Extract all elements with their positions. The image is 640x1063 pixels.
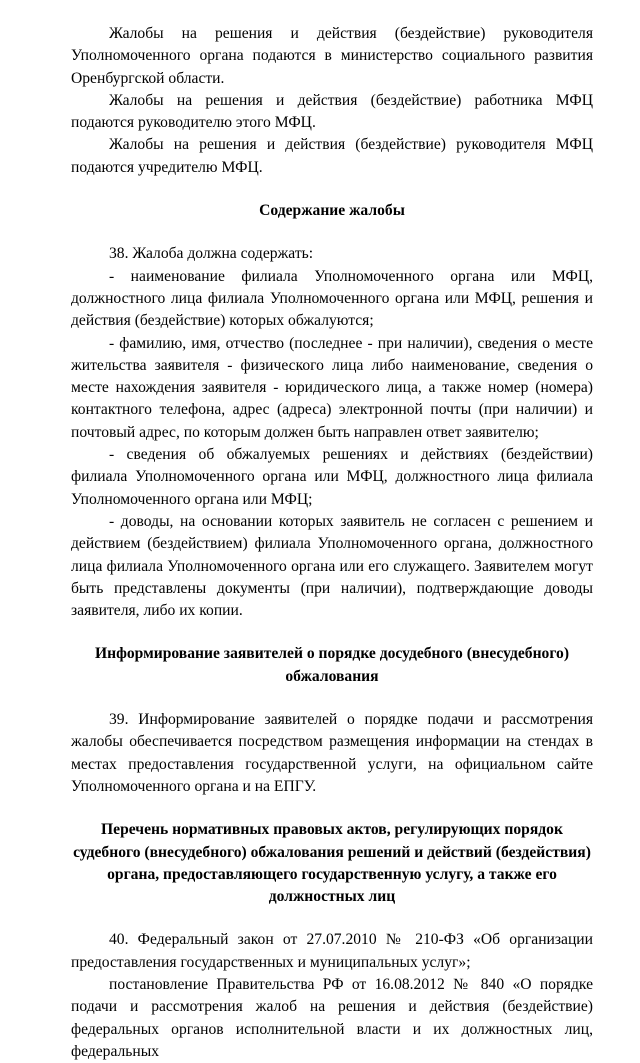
paragraph-informing: 39. Информирование заявителей о порядке подачи и рассмотрения жалобы обеспечивается посредством размещения информации на стендах в местах предоставления государственной услуги, на официальном сайте Уполномоченного органа и на ЕПГУ.	[71, 711, 593, 795]
heading-applicant-informing: Информирование заявителей о порядке досудебного (внесудебного) обжалования	[94, 645, 570, 685]
paragraph-complaint-mfc-head: Жалобы на решения и действия (бездействие) руководителя МФЦ подаются учредителю МФЦ.	[71, 136, 593, 176]
heading-legal-acts-list: Перечень нормативных правовых актов, регулирующих порядок судебного (внесудебного) обжалования решений и действий (бездействия) органа, предоставляющего государственную услугу, а также его должностных лиц	[73, 821, 591, 906]
paragraph-federal-law: 40. Федеральный закон от 27.07.2010 № 210-ФЗ «Об организации предоставления государственных и муниципальных услуг»;	[71, 931, 593, 971]
list-item-branch-name: - наименование филиала Уполномоченного органа или МФЦ, должностного лица филиала Уполномоченного органа или МФЦ, решения и действия (бездействие) которых обжалуются;	[71, 267, 593, 330]
list-item-arguments: - доводы, на основании которых заявитель не согласен с решением и действием (бездействием) филиала Уполномоченного органа, должностного лица филиала Уполномоченного органа или его служащего. Заявителем могут быть представлены документы (при наличии), подтверждающие доводы заявителя, либо их копии.	[71, 512, 593, 620]
list-item-appealed-decisions: - сведения об обжалуемых решениях и действиях (бездействии) филиала Уполномоченного органа или МФЦ, должностного лица филиала Уполномоченного органа или МФЦ;	[71, 446, 593, 508]
paragraph-government-decree: постановление Правительства РФ от 16.08.2012 № 840 «О порядке подачи и рассмотрения жалоб на решения и действия (бездействие) федеральных органов исполнительной власти и их должностных лиц, федеральных	[71, 975, 593, 1060]
list-item-applicant-info: - фамилию, имя, отчество (последнее - при наличии), сведения о месте жительства заявителя - физического лица либо наименование, сведения о месте нахождения заявителя - юридического лица, а также номер (номера) контактного телефона, адрес (адреса) электронной почты (при наличии) и почтовый адрес, по которым должен быть направлен ответ заявителю;	[71, 334, 593, 441]
paragraph-complaint-intro: 38. Жалоба должна содержать:	[109, 245, 314, 263]
document-body	[71, 23, 593, 1063]
heading-complaint-content: Содержание жалобы	[259, 202, 405, 220]
paragraph-complaint-ministry: Жалобы на решения и действия (бездействие) руководителя Уполномоченного органа подаются в министерство социального развития Оренбургской области.	[71, 25, 593, 87]
paragraph-complaint-mfc-worker: Жалобы на решения и действия (бездействие) работника МФЦ подаются руководителю этого МФЦ.	[71, 91, 593, 132]
